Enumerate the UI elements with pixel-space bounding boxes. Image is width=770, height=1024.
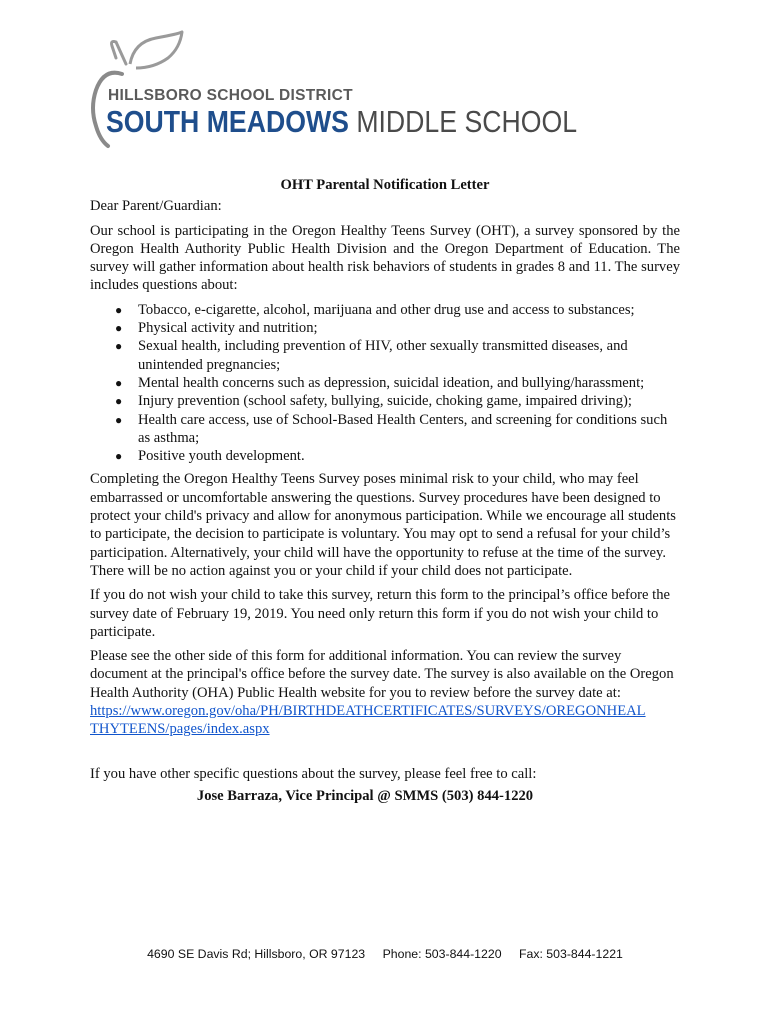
school-name-regular: MIDDLE SCHOOL [356,104,578,139]
topic-text: Mental health concerns such as depression, suicidal ideation, and bullying/harassment; [138,374,645,391]
return-form-paragraph: If you do not wish your child to take this survey, return this form to the principal’s office before the survey date of February 19, 2019. You need only return this form if you do not wish your child to participate. [90,587,670,640]
survey-link-line2: THYTEENS/pages/index.aspx [90,721,270,738]
list-item [90,319,680,337]
letter-body [90,176,680,805]
survey-topics-list [90,301,680,466]
list-item [90,301,680,319]
intro-paragraph: Our school is participating in the Oregon Healthy Teens Survey (OHT), a survey sponsored by the Oregon Health Authority Public Health Division and the Oregon Department of Education. The survey will gather information about health risk behaviors of students in grades 8 and 11. The survey includes questions about: [90,222,680,294]
bullet-icon: ● [115,412,123,427]
footer-phone: Phone: 503-844-1220 [382,947,502,961]
risk-paragraph: Completing the Oregon Healthy Teens Survey poses minimal risk to your child, who may feel embarrassed or uncomfortable answering the questions. Survey procedures have been designed to protect your child's privacy and allow for anonymous participation. While we encourage all students to participate, the decision to participate is voluntary. You may opt to send a refusal for your child’s participation. Alternatively, your child will have the opportunity to refuse at the time of the survey. There will be no action against you or your child if your child does not participate. [90,471,676,579]
list-item [90,392,680,410]
topic-text: Injury prevention (school safety, bullying, suicide, choking game, impaired driving); [138,393,632,410]
contact-line: Jose Barraza, Vice Principal @ SMMS (503) 844-1220 [196,787,534,804]
topic-text: Health care access, use of School-Based Health Centers, and screening for conditions such as asthma; [138,411,668,446]
footer [0,947,770,961]
bullet-icon: ● [115,302,123,317]
footer-address: 4690 SE Davis Rd; Hillsboro, OR 97123 [147,947,366,961]
letter-title: OHT Parental Notification Letter [280,177,490,193]
school-name [106,104,577,140]
call-line: If you have other specific questions about the survey, please feel free to call: [90,765,537,782]
footer-fax: Fax: 503-844-1221 [518,947,623,961]
list-item [90,411,680,448]
review-paragraph: Please see the other side of this form for additional information. You can review the survey document at the principal's office before the survey date. The survey is also available on the Oregon Health Authority (OHA) Public Health website for you to review before the survey date at: [90,648,674,701]
school-name-bold: SOUTH MEADOWS [106,104,349,139]
bullet-icon: ● [115,449,123,464]
bullet-icon: ● [115,394,123,409]
survey-link-line1: https://www.oregon.gov/oha/PH/BIRTHDEATHCERTIFICATES/SURVEYS/OREGONHEAL [90,703,646,720]
bullet-icon: ● [115,321,123,336]
topic-text: Positive youth development. [138,448,305,465]
topic-text: Tobacco, e-cigarette, alcohol, marijuana and other drug use and access to substances; [138,301,635,318]
bullet-icon: ● [115,375,123,390]
list-item [90,374,680,392]
list-item [90,447,680,465]
list-item [90,337,680,374]
district-name: HILLSBORO SCHOOL DISTRICT [108,87,353,104]
salutation: Dear Parent/Guardian: [90,198,222,215]
bullet-icon: ● [115,339,123,354]
topic-text: Sexual health, including prevention of HIV, other sexually transmitted diseases, and unintended pregnancies; [138,338,628,373]
survey-link[interactable] [90,702,680,739]
topic-text: Physical activity and nutrition; [138,320,318,337]
